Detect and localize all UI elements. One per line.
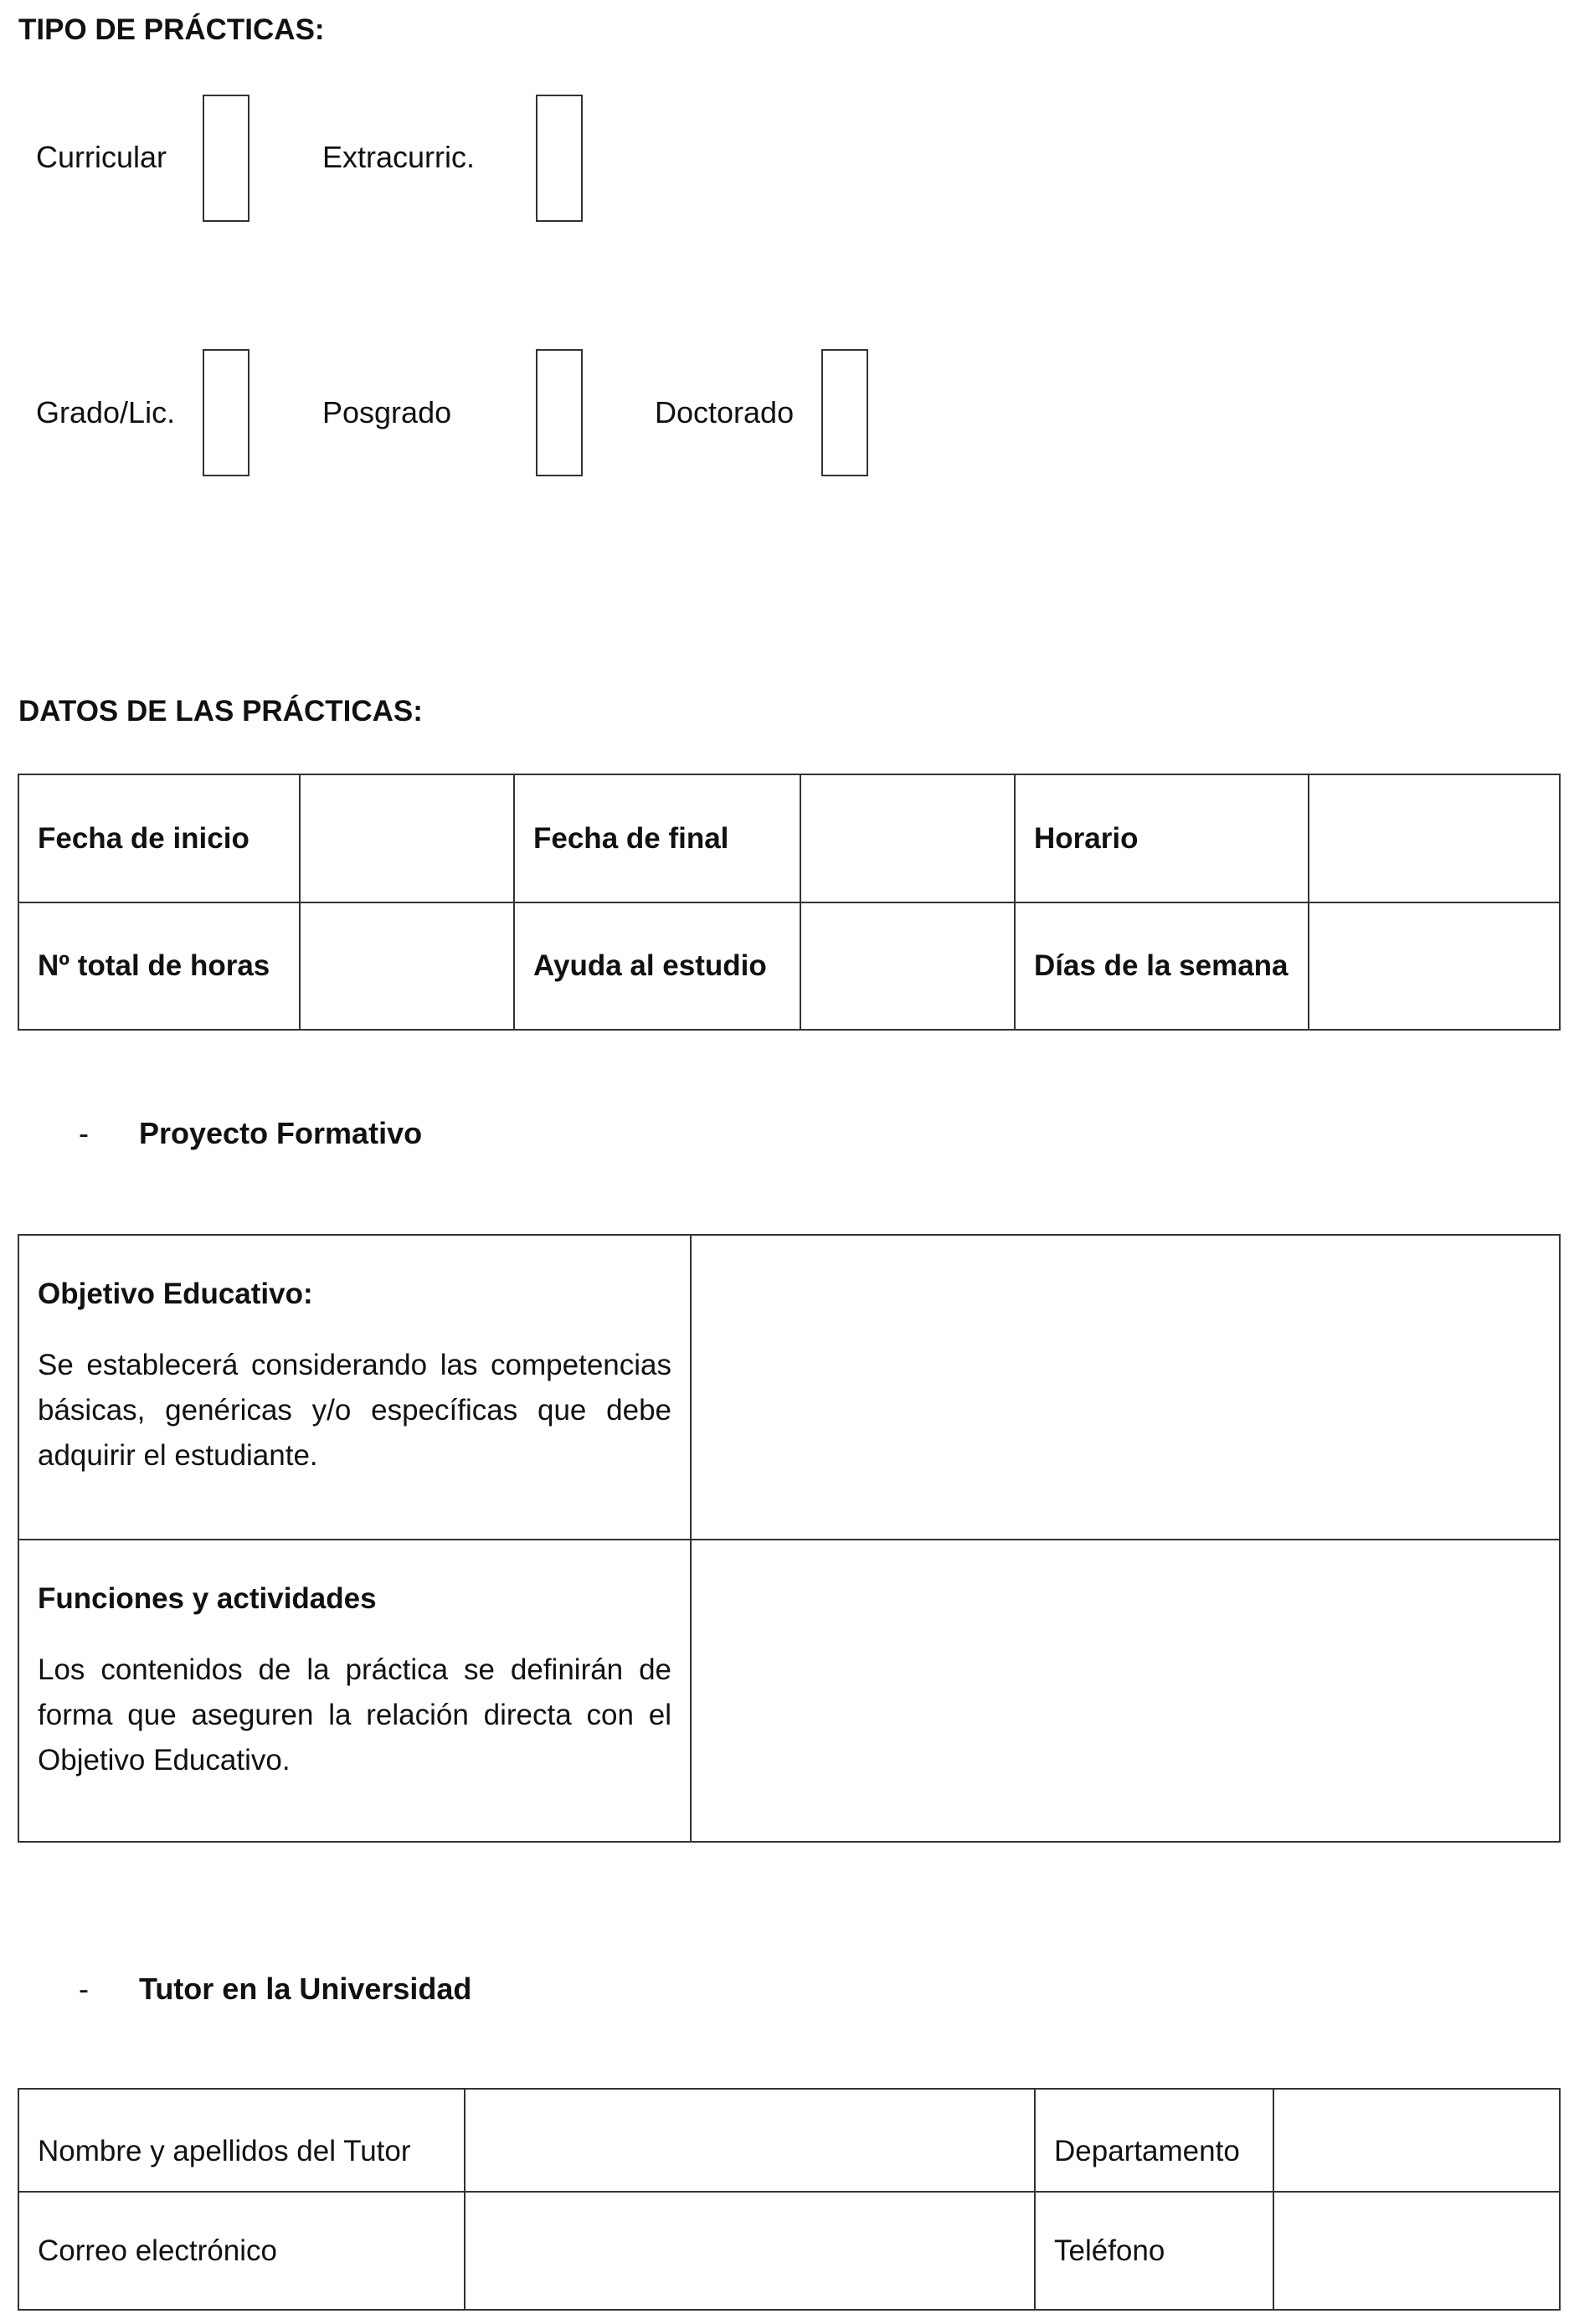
label-dias-semana: Días de la semana [1034,949,1289,982]
tutor-universidad-table [18,2088,1561,2311]
checkbox-curricular[interactable] [203,95,249,222]
objetivo-educativo-title: Objetivo Educativo: [38,1278,313,1310]
field-correo-electronico[interactable] [466,2193,1034,2309]
label-nombre-tutor: Nombre y apellidos del Tutor [38,2134,411,2167]
option-label-posgrado: Posgrado [322,395,452,429]
checkbox-grado[interactable] [203,349,249,476]
objetivo-educativo-cell [19,1236,690,1539]
objetivo-educativo-description: Se establecerá considerando las competencias básicas, genéricas y/o específicas que debe adquirir el estudiante. [38,1349,671,1472]
field-nombre-tutor[interactable] [466,2090,1034,2191]
field-telefono[interactable] [1274,2193,1559,2309]
tipo-practicas-heading: TIPO DE PRÁCTICAS: [18,13,325,46]
proyecto-formativo-heading: Proyecto Formativo [139,1116,423,1150]
field-dias-semana[interactable] [1309,903,1559,1029]
funciones-actividades-description: Los contenidos de la práctica se definirán de forma que aseguren la relación directa con el Objetivo Educativo. [38,1653,671,1776]
checkbox-posgrado[interactable] [536,349,583,476]
label-horario: Horario [1034,821,1139,855]
label-departamento: Departamento [1054,2134,1240,2167]
label-ayuda-estudio: Ayuda al estudio [533,949,767,982]
label-telefono: Teléfono [1054,2234,1165,2267]
option-label-curricular: Curricular [36,140,167,174]
funciones-actividades-title: Funciones y actividades [38,1582,377,1615]
bullet-dash: - [79,1972,89,2006]
label-correo-electronico: Correo electrónico [38,2234,277,2267]
field-fecha-final[interactable] [801,775,1014,902]
bullet-dash: - [79,1116,89,1150]
funciones-actividades-cell [19,1540,690,1841]
field-objetivo-educativo[interactable] [692,1236,1559,1539]
datos-practicas-table [18,774,1561,1031]
option-label-doctorado: Doctorado [655,395,795,429]
checkbox-extracurricular[interactable] [536,95,583,222]
field-total-horas[interactable] [301,903,513,1029]
field-horario[interactable] [1309,775,1559,902]
field-departamento[interactable] [1274,2090,1559,2191]
proyecto-formativo-table [18,1234,1561,1843]
option-label-extracurricular: Extracurric. [322,140,476,174]
label-total-horas: Nº total de horas [38,949,270,982]
field-funciones-actividades[interactable] [692,1540,1559,1841]
label-fecha-final: Fecha de final [533,821,729,855]
checkbox-doctorado[interactable] [821,349,868,476]
field-ayuda-estudio[interactable] [801,903,1014,1029]
datos-practicas-heading: DATOS DE LAS PRÁCTICAS: [18,695,423,728]
label-fecha-inicio: Fecha de inicio [38,821,249,855]
option-label-grado: Grado/Lic. [36,395,176,429]
field-fecha-inicio[interactable] [301,775,513,902]
tutor-universidad-heading: Tutor en la Universidad [139,1972,472,2006]
